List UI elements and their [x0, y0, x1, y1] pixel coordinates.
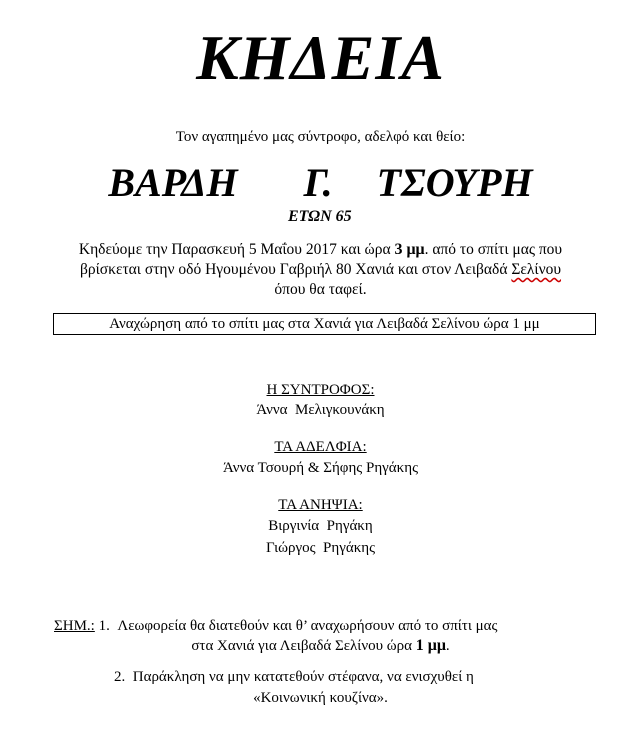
note-2-line-2: «Κοινωνική κουζίνα».: [253, 690, 388, 706]
siblings-names: Άννα Τσουρή & Σήφης Ρηγάκης: [222, 460, 419, 476]
notice-title: ΚΗΔΕΙΑ: [196, 22, 445, 93]
announcement-line-2: βρίσκεται στην οδό Ηγουμένου Γαβριήλ 80 Χανιά και στον Λειβαδά Σελίνου: [79, 261, 562, 278]
announcement-line-1: Κηδεύομε την Παρασκευή 5 Μαΐου 2017 και ώρα 3 μμ. από το σπίτι μας που: [78, 241, 563, 258]
partner-name: Άννα Μελιγκουνάκη: [256, 402, 385, 418]
note-1-line-1: ΣΗΜ.: 1. Λεωφορεία θα διατεθούν και θ’ αναχωρήσουν από το σπίτι μας: [54, 618, 498, 634]
note-1-line-2: στα Χανιά για Λειβαδά Σελίνου ώρα 1 μμ.: [191, 637, 450, 654]
partner-heading: Η ΣΥΝΤΡΟΦΟΣ:: [266, 382, 375, 398]
deceased-age: ΕΤΩΝ 65: [288, 208, 352, 225]
funeral-time: 3 μμ: [394, 241, 425, 258]
nephew-name-2: Γιώργος Ρηγάκης: [265, 540, 376, 556]
note-2-line-1: 2. Παράκληση να μην κατατεθούν στέφανα, να ενισχυθεί η: [114, 669, 474, 685]
nephew-name-1: Βιργινία Ρηγάκη: [268, 518, 373, 534]
funeral-announcement: [20, 240, 621, 300]
departure-box: Αναχώρηση από το σπίτι μας στα Χανιά για Λειβαδά Σελίνου ώρα 1 μμ: [53, 313, 596, 335]
nephews-heading: ΤΑ ΑΝΗΨΙΑ:: [278, 497, 363, 513]
deceased-name: ΒΑΡΔΗ Γ. ΤΣΟΥΡΗ: [108, 160, 533, 205]
announcement-line-3: όπου θα ταφεί.: [274, 281, 367, 298]
siblings-heading: ΤΑ ΑΔΕΛΦΙΑ:: [274, 439, 367, 455]
intro-line: Τον αγαπημένο μας σύντροφο, αδελφό και θείο:: [175, 129, 466, 145]
notes-label: ΣΗΜ.:: [54, 618, 95, 634]
spellcheck-word: Σελίνου: [511, 261, 562, 278]
bus-time: 1 μμ: [415, 637, 446, 654]
